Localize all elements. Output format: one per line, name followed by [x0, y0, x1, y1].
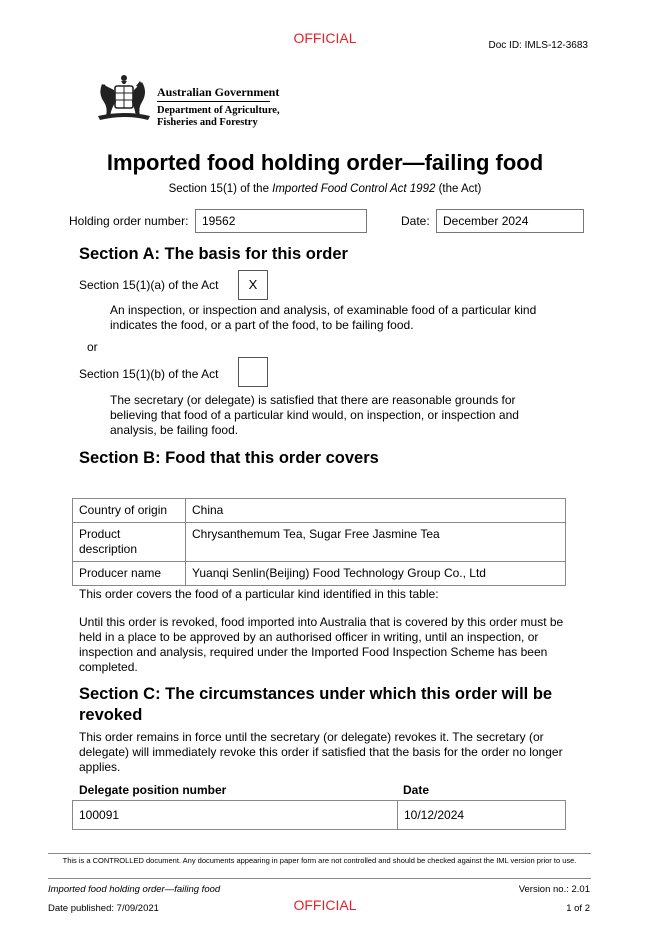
footer-divider-bottom: [48, 878, 591, 879]
doc-id: Doc ID: IMLS-12-3683: [488, 40, 588, 51]
subtitle-post: (the Act): [435, 183, 482, 195]
table-row: [73, 499, 566, 523]
footer-document-title: Imported food holding order—failing food: [48, 884, 221, 895]
section-c-heading: Section C: The circumstances under which this order will be revoked: [79, 685, 553, 724]
footer-date-published: Date published: 7/09/2021: [48, 903, 159, 914]
logo-department: [157, 105, 280, 129]
delegate-table: [72, 800, 566, 830]
section-a-option-a-checkbox[interactable]: X: [238, 270, 268, 300]
holding-order-number-field[interactable]: 19562: [195, 209, 367, 233]
controlled-document-notice: This is a CONTROLLED document. Any documents appearing in paper form are not controlled and should be checked against the IML version prior to use.: [62, 856, 577, 865]
section-a-option-a-description: An inspection, or inspection and analysis, of examinable food of a particular kind indicates the food, or a part of the food, to be failing food.: [110, 303, 537, 332]
logo-department-line1: Department of Agriculture,: [157, 105, 280, 116]
classification-marking: OFFICIAL: [293, 30, 357, 46]
coat-of-arms-icon: [94, 72, 150, 128]
section-a-option-b-label: Section 15(1)(b) of the Act: [79, 367, 219, 381]
section-a-option-a-label: Section 15(1)(a) of the Act: [79, 278, 219, 292]
logo-government-name: Australian Government: [157, 85, 280, 99]
delegate-position-header: Delegate position number: [79, 783, 227, 797]
subtitle-pre: Section 15(1) of the: [168, 183, 273, 195]
footer-page-number: 1 of 2: [566, 903, 590, 914]
table-cell-label: Product description: [73, 523, 186, 562]
subtitle-act: Imported Food Control Act 1992: [272, 183, 436, 195]
table-cell-label: Producer name: [73, 562, 186, 586]
section-c-paragraph: This order remains in force until the secretary (or delegate) revokes it. The secretary (or delegate) will immediately revoke this order if satisfied that the basis for the order no longer applies.: [79, 730, 563, 774]
section-b-paragraph: Until this order is revoked, food imported into Australia that is covered by this order must be held in a place to be approved by an authorised officer in writing, until an inspection, or inspection and analysis, required under the Imported Food Inspection Scheme has been completed.: [79, 615, 564, 674]
date-label: Date:: [401, 214, 430, 228]
footer-classification-marking: OFFICIAL: [293, 897, 357, 913]
date-field[interactable]: December 2024: [436, 209, 584, 233]
holding-order-number-label: Holding order number:: [69, 214, 189, 228]
food-table-caption: This order covers the food of a particular kind identified in this table:: [79, 587, 439, 601]
table-cell-value: Chrysanthemum Tea, Sugar Free Jasmine Tea: [186, 523, 566, 562]
table-row: [73, 562, 566, 586]
table-row: [73, 523, 566, 562]
delegate-table-divider: [397, 801, 398, 829]
section-a-option-b-description: The secretary (or delegate) is satisfied that there are reasonable grounds for believing that food of a particular kind would, on inspection, or inspection and analysis, be failing food.: [110, 393, 519, 437]
page-title: Imported food holding order—failing food: [106, 150, 544, 175]
delegate-position-value[interactable]: 100091: [79, 808, 120, 822]
table-cell-value: China: [186, 499, 566, 523]
section-b-heading: Section B: Food that this order covers: [79, 449, 379, 467]
logo-department-line2: Fisheries and Forestry: [157, 117, 258, 128]
page-subtitle: [0, 183, 650, 195]
footer-divider-top: [48, 853, 591, 854]
food-table: [72, 498, 566, 586]
footer-version: Version no.: 2.01: [518, 884, 590, 895]
section-a-or: or: [87, 340, 98, 354]
logo-divider: [157, 101, 270, 102]
delegate-date-value[interactable]: 10/12/2024: [404, 808, 465, 822]
section-a-option-b-checkbox[interactable]: [238, 357, 268, 387]
delegate-date-header: Date: [403, 783, 430, 797]
section-a-heading: Section A: The basis for this order: [79, 245, 348, 263]
table-cell-value: Yuanqi Senlin(Beijing) Food Technology Group Co., Ltd: [186, 562, 566, 586]
table-cell-label: Country of origin: [73, 499, 186, 523]
